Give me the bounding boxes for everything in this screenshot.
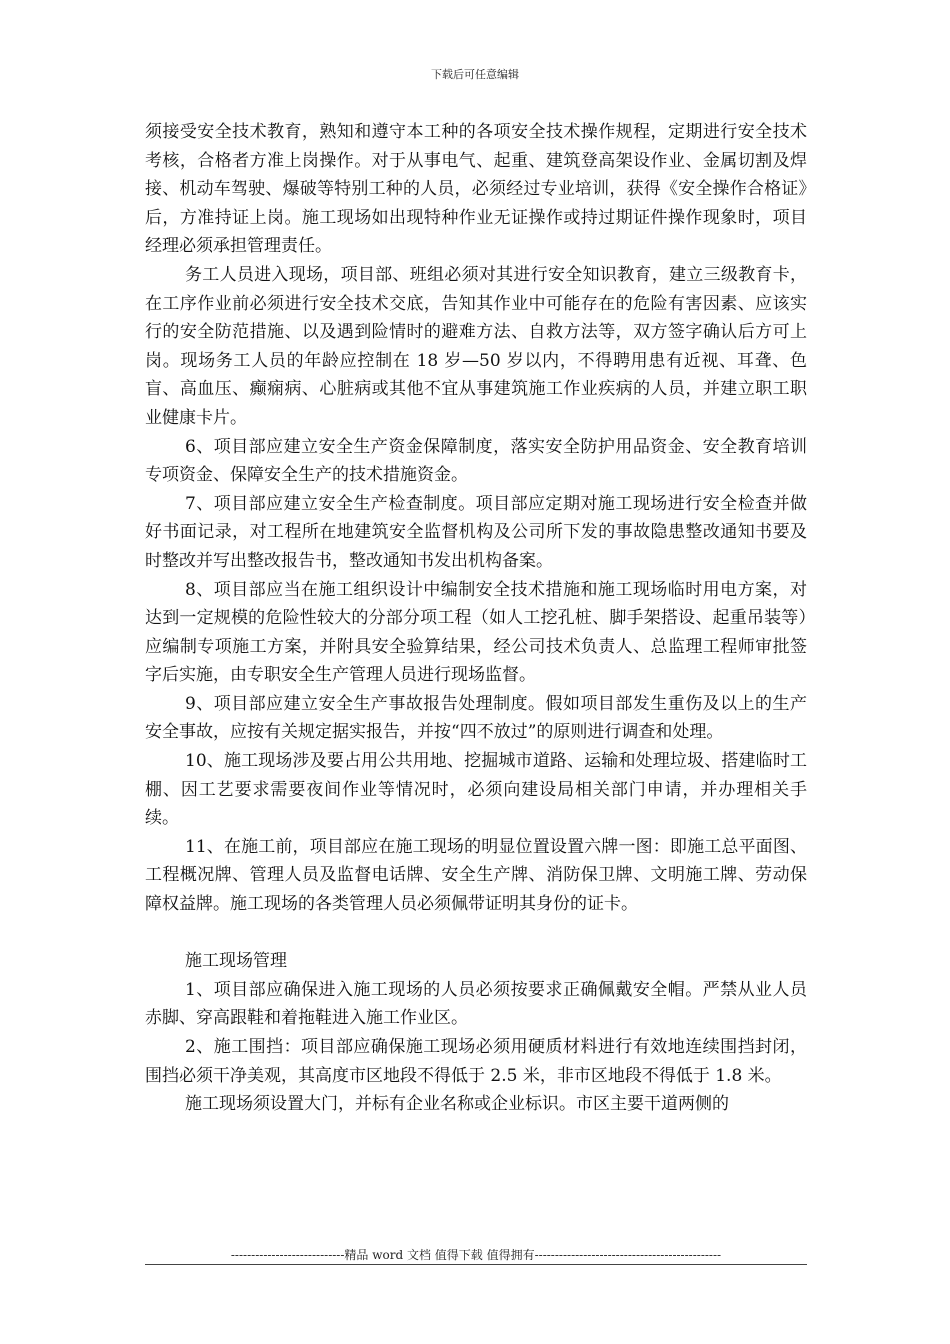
document-body [145, 118, 807, 1119]
section-heading: 施工现场管理 [185, 951, 287, 972]
paragraph: 9、项目部应建立安全生产事故报告处理制度。假如项目部发生重伤及以上的生产安全事故，应按有关规定据实报告，并按“四不放过”的原则进行调查和处理。 [145, 693, 807, 743]
paragraph: 务工人员进入现场，项目部、班组必须对其进行安全知识教育，建立三级教育卡，在工序作业前必须进行安全技术交底，告知其作业中可能存在的危险有害因素、应该实行的安全防范措施、以及遇到险情时的避难方法、自救方法等，双方签字确认后方可上岗。现场务工人员的年龄应控制在 18 岁—50 岁以内，不得聘用患有近视、耳聋、色盲、高血压、癫痫病、心脏病或其他不宜从事建筑施工作业疾病的人员，并建立职工职业健康卡片。 [145, 264, 807, 428]
paragraph: 7、项目部应建立安全生产检查制度。项目部应定期对施工现场进行安全检查并做好书面记录，对工程所在地建筑安全监督机构及公司所下发的事故隐患整改通知书要及时整改并写出整改报告书，整改通知书发出机构备案。 [145, 493, 807, 571]
paragraph: 1、项目部应确保进入施工现场的人员必须按要求正确佩戴安全帽。严禁从业人员赤脚、穿高跟鞋和着拖鞋进入施工作业区。 [145, 979, 807, 1029]
blank-line [145, 919, 807, 948]
page-footer: ----------------------------精品 word 文档 值得下载 值得拥有---------------------------------------------- [230, 1248, 722, 1262]
paragraph: 施工现场须设置大门，并标有企业名称或企业标识。市区主要干道两侧的 [185, 1094, 729, 1115]
paragraph: 2、施工围挡：项目部应确保施工现场必须用硬质材料进行有效地连续围挡封闭，围挡必须干净美观，其高度市区地段不得低于 2.5 米，非市区地段不得低于 1.8 米。 [145, 1037, 807, 1086]
paragraph: 6、项目部应建立安全生产资金保障制度，落实安全防护用品资金、安全教育培训专项资金、保障安全生产的技术措施资金。 [145, 436, 807, 486]
paragraph: 须接受安全技术教育，熟知和遵守本工种的各项安全技术操作规程，定期进行安全技术考核，合格者方准上岗操作。对于从事电气、起重、建筑登高架设作业、金属切割及焊接、机动车驾驶、爆破等特别工种的人员，必须经过专业培训，获得《安全操作合格证》后，方准持证上岗。施工现场如出现特种作业无证操作或持过期证件操作现象时，项目经理必须承担管理责任。 [145, 122, 807, 257]
footer-divider [145, 1264, 807, 1265]
paragraph: 10、施工现场涉及要占用公共用地、挖掘城市道路、运输和处理垃圾、搭建临时工棚、因工艺要求需要夜间作业等情况时，必须向建设局相关部门申请，并办理相关手续。 [145, 751, 807, 829]
page-header: 下载后可任意编辑 [431, 68, 519, 81]
paragraph: 11、在施工前，项目部应在施工现场的明显位置设置六牌一图：即施工总平面图、工程概况牌、管理人员及监督电话牌、安全生产牌、消防保卫牌、文明施工牌、劳动保障权益牌。施工现场的各类管理人员必须佩带证明其身份的证卡。 [145, 836, 807, 915]
paragraph: 8、项目部应当在施工组织设计中编制安全技术措施和施工现场临时用电方案，对达到一定规模的危险性较大的分部分项工程（如人工挖孔桩、脚手架搭设、起重吊装等）应编制专项施工方案，并附具安全验算结果，经公司技术负责人、总监理工程师审批签字后实施，由专职安全生产管理人员进行现场监督。 [145, 579, 807, 686]
